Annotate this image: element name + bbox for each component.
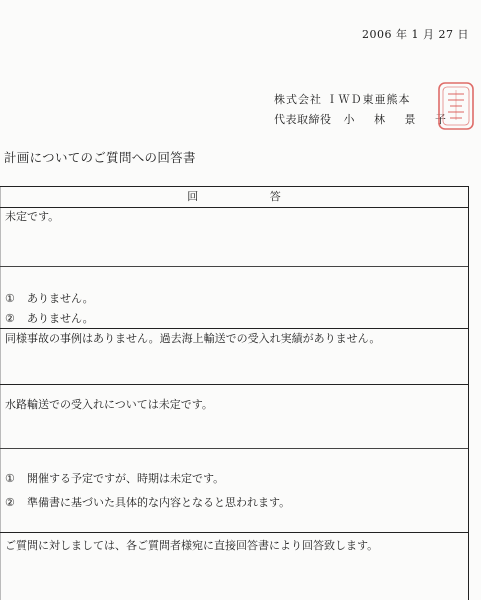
row-divider bbox=[0, 532, 468, 533]
circled-number-1: ① bbox=[5, 292, 15, 305]
answer-row-4: 水路輸送での受入れについては未定です。 bbox=[5, 398, 213, 411]
document-title: 計画についてのご質問への回答書 bbox=[4, 150, 196, 165]
representative-line bbox=[274, 110, 454, 130]
representative-name: 小 林 景 子 bbox=[343, 113, 454, 126]
answer-item: ① ありません。 bbox=[5, 292, 94, 305]
answer-item: ② 準備書に基づいた具体的な内容となると思われます。 bbox=[5, 496, 291, 509]
table-left-edge bbox=[0, 186, 1, 600]
answer-table bbox=[0, 186, 469, 600]
row-divider bbox=[0, 328, 468, 329]
company-seal-stamp bbox=[436, 80, 476, 132]
row-divider bbox=[0, 266, 468, 267]
answer-row-3: 同様事故の事例はありません。過去海上輸送での受入れ実績がありません。 bbox=[5, 332, 381, 345]
company-name: 株式会社 ＩＷＤ東亜熊本 bbox=[274, 93, 411, 106]
answer-row-1: 未定です。 bbox=[5, 210, 60, 223]
document-date: 2006 年 1 月 27 日 bbox=[362, 28, 469, 41]
table-header-answer: 回 答 bbox=[187, 190, 315, 203]
row-divider bbox=[0, 384, 468, 385]
answer-item: ① 開催する予定ですが、時期は未定です。 bbox=[5, 472, 225, 485]
header-divider bbox=[0, 207, 468, 208]
answer-row-6: ご質問に対しましては、各ご質問者様宛に直接回答書により回答致します。 bbox=[5, 539, 379, 552]
answer-item: ② ありません。 bbox=[5, 312, 94, 325]
circled-number-1: ① bbox=[5, 472, 15, 485]
row-divider bbox=[0, 448, 468, 449]
representative-title: 代表取締役 bbox=[274, 113, 332, 126]
circled-number-2: ② bbox=[5, 312, 15, 325]
sender-block bbox=[274, 90, 454, 130]
circled-number-2: ② bbox=[5, 496, 15, 509]
